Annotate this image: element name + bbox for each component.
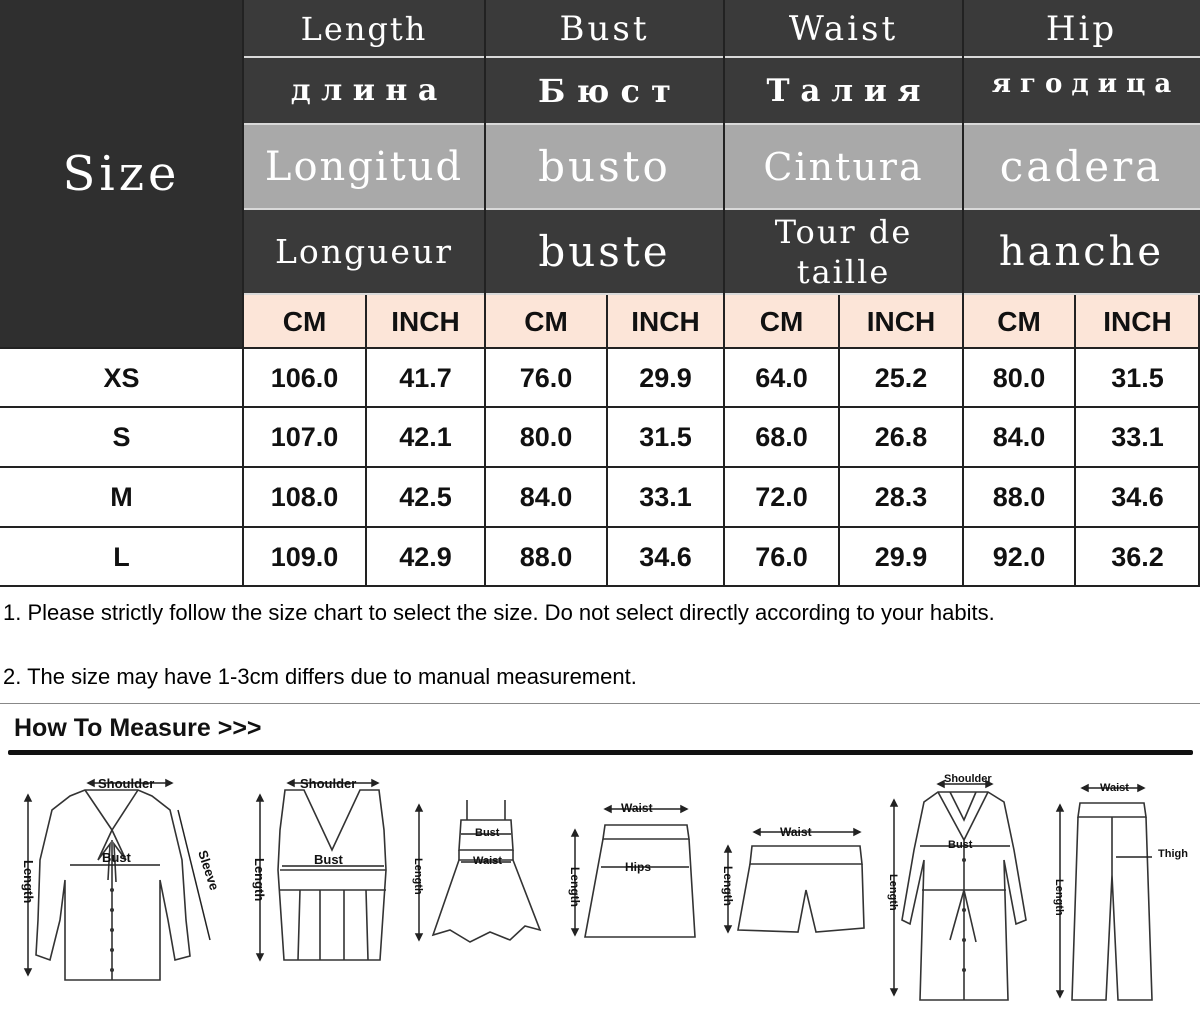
label-length: Length [1053, 879, 1065, 916]
label-bust: Bust [102, 850, 131, 865]
table-cell: 76.0 [519, 362, 573, 393]
table-cell: 84.0 [992, 422, 1046, 452]
table-cell: 76.0 [755, 541, 808, 572]
table-cell: 84.0 [519, 482, 573, 512]
label-waist: Waist [473, 855, 502, 867]
unit-header-cm-length: CM [243, 295, 366, 348]
header-en-length: Length [243, 0, 485, 57]
unit-header-cm-hip: CM [963, 295, 1075, 348]
header-ru-waist: Т а л и я [724, 57, 963, 124]
table-cell: 34.6 [1111, 482, 1164, 512]
label-shoulder: Shoulder [300, 776, 357, 791]
label-bust: Bust [475, 827, 500, 839]
row-size-label: XS [103, 362, 140, 393]
table-cell: 34.6 [639, 541, 692, 572]
label-length: Length [887, 874, 899, 911]
label-length: Length [21, 860, 36, 904]
label-length: Length [721, 866, 735, 906]
table-cell: 106.0 [270, 362, 339, 393]
header-es-length: Longitud [243, 124, 485, 209]
note-strict-size: 1. Please strictly follow the size chart to select the size. Do not select directly according to your habits. [3, 600, 995, 625]
unit-header-cm-bust: CM [485, 295, 607, 348]
header-ru-hip: я г о д и ц а [963, 57, 1200, 124]
label-shoulder: Shoulder [944, 773, 992, 785]
size-header-label: Size [62, 146, 181, 202]
note-measurement-diff: 2. The size may have 1-3cm differs due to manual measurement. [3, 664, 637, 689]
row-size-label: L [113, 541, 130, 572]
table-cell: 31.5 [639, 422, 692, 452]
table-cell: 88.0 [519, 541, 573, 572]
label-length: Length [252, 858, 267, 902]
label-waist: Waist [621, 801, 653, 815]
blouse-diagram [10, 770, 225, 1005]
row-size-label: S [112, 422, 131, 452]
table-cell: 42.1 [399, 422, 452, 452]
table-cell: 80.0 [519, 422, 573, 452]
table-cell: 88.0 [992, 482, 1046, 512]
header-es-waist: Cintura [724, 124, 963, 209]
label-length: Length [568, 867, 582, 907]
unit-header-inch-hip: INCH [1075, 295, 1200, 348]
table-cell: 31.5 [1111, 362, 1164, 393]
label-bust: Bust [948, 839, 973, 851]
label-shoulder: Shoulder [98, 776, 155, 791]
pants-diagram [1040, 775, 1195, 1010]
table-cell: 25.2 [874, 362, 928, 393]
table-cell: 33.1 [1111, 422, 1164, 452]
unit-header-cm-waist: CM [724, 295, 839, 348]
unit-header-inch-length: INCH [366, 295, 485, 348]
table-cell: 28.3 [874, 482, 928, 512]
table-cell: 42.5 [399, 482, 452, 512]
table-cell: 109.0 [270, 541, 339, 572]
header-en-waist: Waist [724, 0, 963, 57]
header-fr-waist: Tour de taille [724, 209, 963, 294]
header-fr-hip: hanche [963, 209, 1200, 294]
header-en-bust: Bust [485, 0, 724, 57]
header-ru-bust: Б ю с т [485, 57, 724, 124]
header-fr-bust: buste [485, 209, 724, 294]
row-size-label: M [110, 482, 133, 512]
section-divider [0, 703, 1200, 704]
dress-diagram [405, 790, 550, 950]
table-cell: 64.0 [755, 362, 808, 393]
header-es-hip: cadera [963, 124, 1200, 209]
label-length: Length [412, 858, 424, 895]
table-cell: 33.1 [639, 482, 692, 512]
table-cell: 92.0 [992, 541, 1046, 572]
label-sleeve: Sleeve [195, 848, 223, 893]
label-waist: Waist [1100, 782, 1129, 794]
tank-top-diagram [240, 770, 390, 970]
unit-header-inch-bust: INCH [607, 295, 724, 348]
label-bust: Bust [314, 852, 343, 867]
unit-header-inch-waist: INCH [839, 295, 963, 348]
title-underline [8, 750, 1193, 755]
skirt-diagram [555, 795, 700, 945]
header-es-bust: busto [485, 124, 724, 209]
size-header-cell [0, 0, 243, 348]
table-cell: 80.0 [992, 362, 1046, 393]
table-cell: 108.0 [270, 482, 339, 512]
label-waist: Waist [780, 825, 812, 839]
table-cell: 107.0 [270, 422, 339, 452]
header-ru-length: д л и н а [243, 57, 485, 124]
table-cell: 41.7 [399, 362, 452, 393]
trench-coat-diagram [880, 770, 1040, 1010]
table-cell: 72.0 [755, 482, 808, 512]
table-cell: 29.9 [639, 362, 692, 393]
table-cell: 68.0 [755, 422, 808, 452]
how-to-measure-title: How To Measure >>> [14, 714, 262, 742]
table-cell: 42.9 [399, 541, 452, 572]
header-fr-length: Longueur [243, 209, 485, 294]
shorts-diagram [710, 820, 870, 945]
label-thigh: Thigh [1158, 848, 1188, 860]
label-hips: Hips [625, 860, 652, 874]
table-cell: 26.8 [874, 422, 928, 452]
table-cell: 29.9 [874, 541, 928, 572]
table-cell: 36.2 [1111, 541, 1164, 572]
header-en-hip: Hip [963, 0, 1200, 57]
